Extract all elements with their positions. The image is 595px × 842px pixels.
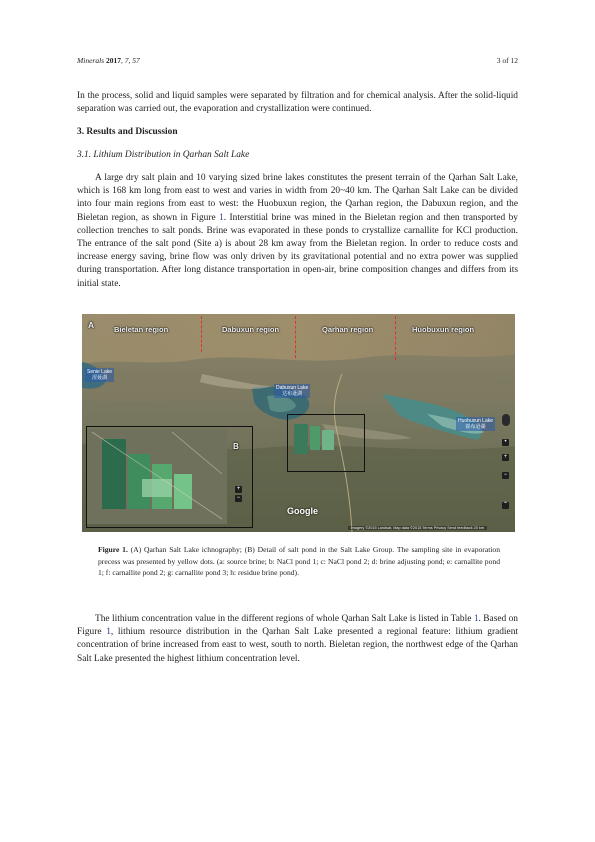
region-label-dabuxun: Dabuxun region (222, 325, 280, 334)
paragraph-3-text-b: . Based on Figure (77, 614, 518, 638)
inset-marker-box (287, 414, 365, 472)
journal-year: 2017 (105, 56, 121, 65)
region-boundary (201, 316, 202, 352)
figure-1-link[interactable]: 1 (219, 212, 224, 223)
pegman-icon[interactable]: • (502, 439, 509, 446)
paragraph-3-text-c: , lithium resource distribution in the Qarhan Salt Lake presented a regional feature: lithium gradient concentration of brine increased from east to west, south to north. Bieletan region, the northwest edge of the Qarhan Salt Lake presented the highest lithium concentration level. (77, 627, 518, 664)
lake-name: Dabuxun Lake (276, 385, 309, 391)
paragraph-3-text-a: The lithium concentration value in the different regions of whole Qarhan Salt Lake is listed in Table (95, 614, 474, 624)
zoom-in-button[interactable]: + (503, 454, 508, 460)
region-label-qarhan: Qarhan region (322, 325, 374, 334)
region-label-bieletan: Bieletan region (114, 325, 169, 334)
journal-name: Minerals (77, 56, 105, 65)
figure-1-map (82, 314, 515, 532)
page-number: 3 of 12 (496, 56, 518, 65)
paragraph-3 (77, 613, 518, 666)
lake-label-senie (85, 368, 114, 382)
panel-label-b: B (233, 442, 239, 451)
google-logo: Google (287, 506, 318, 516)
region-boundary (395, 316, 396, 360)
lake-name: Senie Lake (87, 369, 113, 375)
paragraph-2-text-a: A large dry salt plain and 10 varying sized brine lakes constitutes the present terrain of the Qarhan Salt Lake, which is 168 km long from east to west and varies in width from 20~40 km. The Qarhan Salt Lake can be divided into four main regions from east to west: the Huobuxun region, the Qarhan region, the Dabuxun region, and the Bieletan region, as shown in Figure (77, 173, 518, 223)
expand-icon[interactable]: ⌃ (502, 502, 509, 508)
compass-icon[interactable] (502, 414, 510, 426)
caption-text: (A) Qarhan Salt Lake ichnography; (B) Detail of salt pond in the Salt Lake Group. The sampling site in evaporation precess was presented by yellow dots. (a: source brine; b: NaCl pond 1; c: NaCl pond 2; d: brine adjusting pond; e: carnallite pond 1; f: carnallite pond 2; g: carnallite pond 3; h: residue brine pond). (98, 545, 501, 578)
lake-name-cn: 涩聂湖 (92, 375, 108, 381)
paragraph-2-text-b: . Interstitial brine was mined in the Bieletan region and then transported by collection trenches to salt ponds. Brine was evaporated in these ponds to crystallize carnallite for KCl production. The entrance of the salt pond (Site a) is about 28 km away from the Bieletan region. In order to reduce costs and increase energy saving, brine flow was only driven by its gravitational potential and no extra power was supplied during transportation. After long distance transportation in open-air, brine composition changes and differs from its initial state. (77, 212, 518, 289)
running-header (77, 56, 140, 65)
region-boundary (295, 316, 296, 358)
inset-b-box (86, 426, 253, 528)
lake-label-dabuxun (274, 384, 310, 398)
paragraph-1: In the process, solid and liquid samples were separated by filtration and for chemical analysis. After the solid-liquid separation was carried out, the evaporation and crystallization were continued. (77, 91, 518, 115)
journal-volume: , 7, 57 (120, 56, 140, 65)
inset-zoom-in-button[interactable]: + (236, 486, 241, 492)
table-1-link[interactable]: 1 (473, 614, 479, 624)
panel-label-a: A (88, 320, 95, 330)
figure-1-link[interactable]: 1 (106, 627, 111, 638)
subsection-heading: 3.1. Lithium Distribution in Qarhan Salt Lake (77, 150, 250, 160)
inset-zoom-out-button[interactable]: − (236, 495, 241, 501)
lake-label-huobuxun (456, 417, 495, 431)
lake-name: Huobuxun Lake (458, 418, 494, 424)
map-attribution: Imagery ©2015 Landsat, Map data ©2015 Terms Privacy Send feedback 20 km (348, 526, 487, 530)
lake-name-cn: 达布逊湖 (282, 391, 303, 397)
figure-caption (98, 544, 500, 579)
caption-label: Figure 1. (98, 545, 128, 554)
paragraph-2 (77, 172, 518, 291)
lake-name-cn: 霍布逊湖 (465, 424, 486, 430)
zoom-out-button[interactable]: − (503, 472, 508, 478)
region-label-huobuxun: Huobuxun region (412, 325, 475, 334)
section-heading: 3. Results and Discussion (77, 127, 178, 137)
